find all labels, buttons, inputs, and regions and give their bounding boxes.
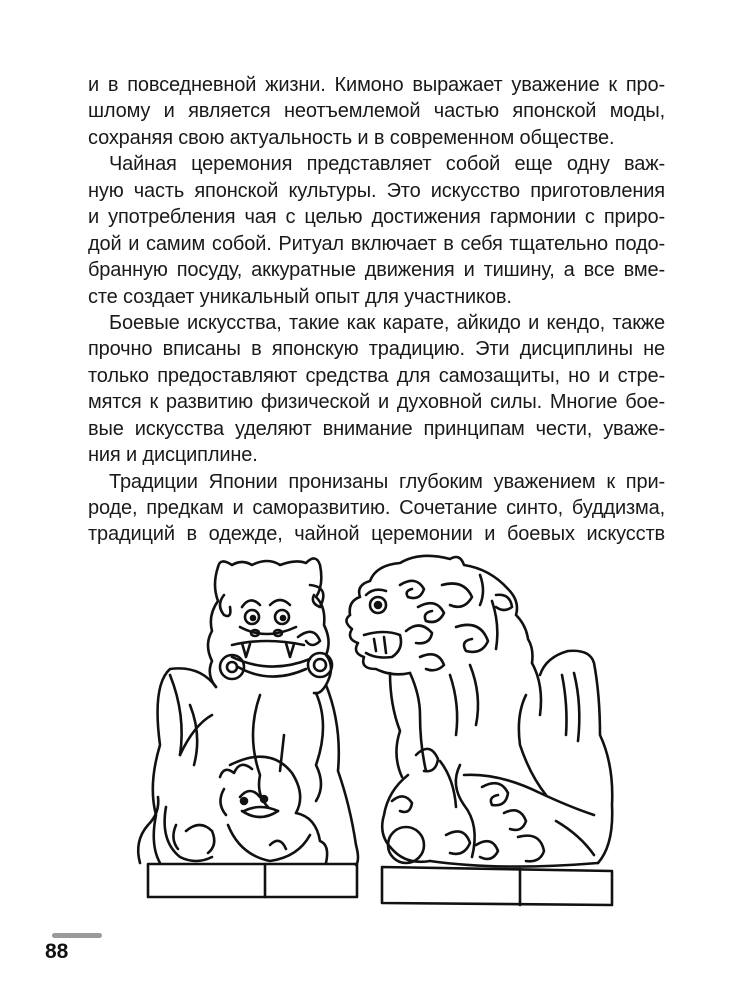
page-number-accent-bar — [52, 933, 102, 938]
text-line: вые искусства уделяют внимание принципам чести, уваже- — [88, 417, 665, 440]
left-komainu-figure — [138, 558, 358, 865]
text-line: Традиции Японии пронизаны глубоким уважением к при- — [109, 470, 665, 493]
paragraph — [88, 310, 665, 469]
text-line: прочно вписаны в японскую традицию. Эти дисциплины не — [88, 338, 665, 361]
right-komainu-figure — [346, 556, 612, 867]
page-number: 88 — [45, 940, 69, 963]
text-line: мятся к развитию физической и духовной силы. Многие бое- — [88, 391, 665, 414]
text-line: Боевые искусства, такие как карате, айкидо и кендо, также — [109, 311, 665, 334]
text-line: бранную посуду, аккуратные движения и тишину, а все вме- — [88, 259, 665, 282]
text-line: только предоставляют средства для самозащиты, но и стре- — [88, 364, 665, 387]
paragraph — [88, 151, 665, 310]
paragraph — [88, 469, 665, 548]
body-text — [88, 72, 665, 548]
text-line: сохраняя свою актуальность и в современном обществе. — [88, 126, 615, 149]
text-line: ную часть японской культуры. Это искусство приготовления — [88, 179, 665, 202]
left-pedestal — [148, 864, 357, 897]
text-line: традиций в одежде, чайной церемонии и боевых искусств — [88, 523, 665, 546]
text-line: дой и самим собой. Ритуал включает в себя тщательно подо- — [88, 232, 665, 255]
text-line: сте создает уникальный опыт для участников. — [88, 285, 512, 308]
text-line: ния и дисциплине. — [88, 444, 258, 467]
text-line: роде, предкам и саморазвитию. Сочетание синто, буддизма, — [88, 497, 665, 519]
text-line: и в повседневной жизни. Кимоно выражает уважение к про- — [88, 74, 665, 96]
right-pedestal — [382, 867, 612, 905]
text-line: Чайная церемония представляет собой еще одну важ- — [109, 153, 665, 176]
text-line: и употребления чая с целью достижения гармонии с приро- — [88, 206, 665, 229]
text-line: шлому и является неотъемлемой частью японской моды, — [88, 100, 665, 123]
paragraph — [88, 72, 665, 151]
komainu-illustration — [120, 545, 640, 915]
